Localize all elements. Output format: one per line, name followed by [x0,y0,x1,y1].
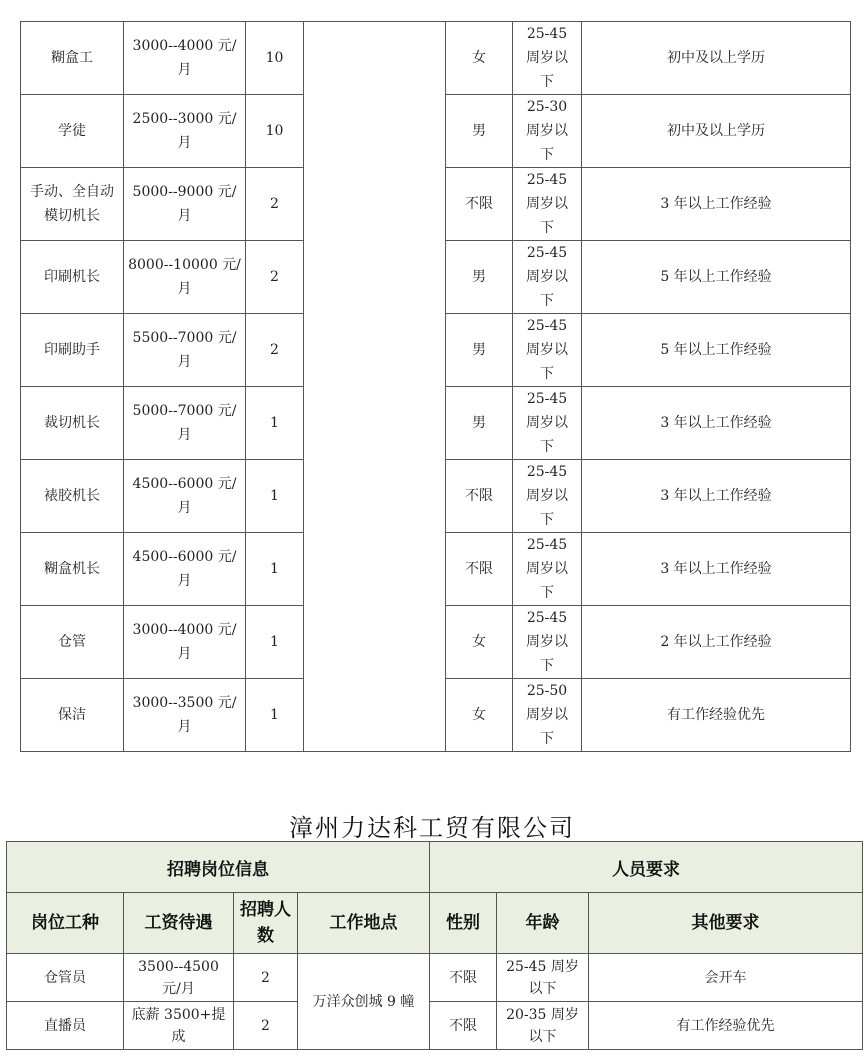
group-header-requirements: 人员要求 [430,842,863,893]
other-cell: 初中及以上学历 [582,95,851,168]
position-cell: 手动、全自动模切机长 [21,168,124,241]
position-cell: 糊盒机长 [21,533,124,606]
position-cell: 仓管 [21,606,124,679]
position-cell: 直播员 [7,1002,124,1050]
jobs-table [20,21,851,752]
count-cell: 1 [246,460,304,533]
company-title: 漳州力达科工贸有限公司 [289,814,575,842]
position-cell: 印刷机长 [21,241,124,314]
position-cell: 糊盒工 [21,22,124,95]
location-cell: 万洋众创城 9 幢 [298,954,430,1050]
salary-cell: 2500--3000 元/月 [124,95,246,168]
table-row [7,954,863,1002]
gender-cell: 不限 [446,460,513,533]
count-cell: 2 [234,954,298,1002]
salary-cell: 底薪 3500+提成 [124,1002,234,1050]
count-cell: 2 [246,314,304,387]
col-header-position: 岗位工种 [7,893,124,954]
gender-cell: 不限 [430,1002,497,1050]
table-row [7,1002,863,1050]
other-cell: 3 年以上工作经验 [582,387,851,460]
age-cell: 25-45 周岁以下 [513,314,582,387]
age-cell: 25-45 周岁以下 [513,460,582,533]
count-cell: 2 [246,241,304,314]
gender-cell: 男 [446,314,513,387]
col-header-other: 其他要求 [589,893,863,954]
position-cell: 裁切机长 [21,387,124,460]
other-cell: 2 年以上工作经验 [582,606,851,679]
gender-cell: 男 [446,387,513,460]
age-cell: 25-45 周岁以下 [513,168,582,241]
other-cell: 初中及以上学历 [582,22,851,95]
age-cell: 20-35 周岁以下 [497,1002,589,1050]
gender-cell: 不限 [446,168,513,241]
gender-cell: 不限 [446,533,513,606]
gender-cell: 男 [446,241,513,314]
age-cell: 25-45 周岁以下 [513,387,582,460]
salary-cell: 4500--6000 元/月 [124,533,246,606]
col-header-gender: 性别 [430,893,497,954]
count-cell: 1 [246,533,304,606]
other-cell: 有工作经验优先 [589,1002,863,1050]
gender-cell: 不限 [430,954,497,1002]
col-header-age: 年龄 [497,893,589,954]
salary-cell: 3500--4500 元/月 [124,954,234,1002]
count-cell: 1 [246,606,304,679]
count-cell: 2 [234,1002,298,1050]
position-cell: 印刷助手 [21,314,124,387]
age-cell: 25-45 周岁以下 [513,606,582,679]
col-header-count: 招聘人数 [234,893,298,954]
salary-cell: 5000--9000 元/月 [124,168,246,241]
salary-cell: 3000--4000 元/月 [124,606,246,679]
col-header-salary: 工资待遇 [124,893,234,954]
col-header-location: 工作地点 [298,893,430,954]
salary-cell: 4500--6000 元/月 [124,460,246,533]
age-cell: 25-45 周岁以下 [513,241,582,314]
company-table [6,841,863,1050]
salary-cell: 5000--7000 元/月 [124,387,246,460]
other-cell: 5 年以上工作经验 [582,241,851,314]
position-cell: 仓管员 [7,954,124,1002]
gender-cell: 女 [446,22,513,95]
salary-cell: 3000--4000 元/月 [124,22,246,95]
other-cell: 会开车 [589,954,863,1002]
age-cell: 25-45 周岁以下 [513,533,582,606]
count-cell: 2 [246,168,304,241]
location-cell [304,22,446,752]
gender-cell: 女 [446,606,513,679]
table-row [21,22,851,95]
position-cell: 学徒 [21,95,124,168]
other-cell: 5 年以上工作经验 [582,314,851,387]
other-cell: 3 年以上工作经验 [582,533,851,606]
salary-cell: 3000--3500 元/月 [124,679,246,752]
count-cell: 10 [246,95,304,168]
group-header-positions: 招聘岗位信息 [7,842,430,893]
other-cell: 3 年以上工作经验 [582,168,851,241]
age-cell: 25-50 周岁以下 [513,679,582,752]
salary-cell: 5500--7000 元/月 [124,314,246,387]
gender-cell: 男 [446,95,513,168]
age-cell: 25-45 周岁以下 [497,954,589,1002]
count-cell: 1 [246,387,304,460]
position-cell: 保洁 [21,679,124,752]
age-cell: 25-30 周岁以下 [513,95,582,168]
salary-cell: 8000--10000 元/月 [124,241,246,314]
age-cell: 25-45 周岁以下 [513,22,582,95]
count-cell: 1 [246,679,304,752]
count-cell: 10 [246,22,304,95]
gender-cell: 女 [446,679,513,752]
position-cell: 裱胶机长 [21,460,124,533]
other-cell: 3 年以上工作经验 [582,460,851,533]
other-cell: 有工作经验优先 [582,679,851,752]
